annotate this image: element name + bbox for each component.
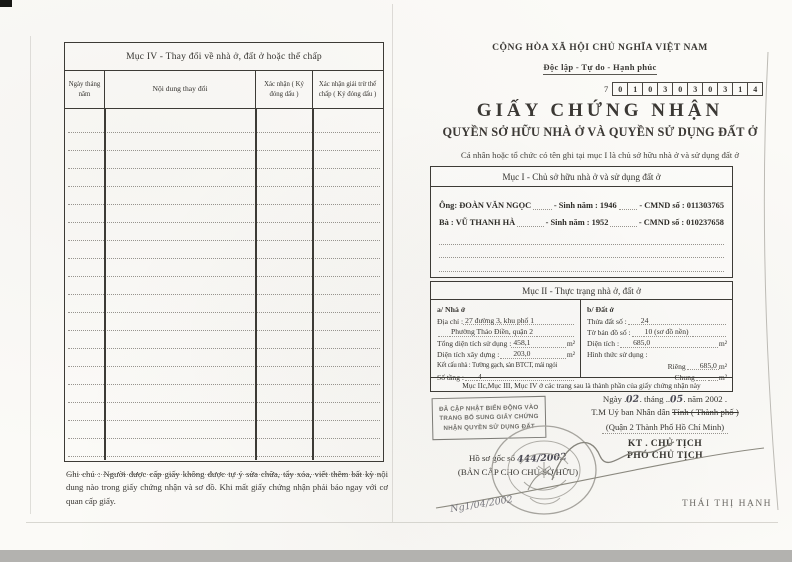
page-edge-left xyxy=(30,36,31,514)
map-label: Tờ bản đồ số : xyxy=(587,327,631,337)
blank-dotted-line xyxy=(68,205,380,223)
blank-dotted-line xyxy=(68,259,380,277)
address-value: 27 đường 3, khu phố 1 xyxy=(465,315,535,325)
issue-date-line xyxy=(540,394,790,405)
blank-dotted-line xyxy=(68,313,380,331)
owner1-role: Ông: xyxy=(439,201,458,210)
blank-dotted-line xyxy=(68,169,380,187)
blank-dotted-line xyxy=(68,295,380,313)
dotted-leader xyxy=(533,351,565,359)
blank-dotted-line xyxy=(68,187,380,205)
dotted-leader xyxy=(628,317,638,325)
land-area-value: 685,0 xyxy=(633,338,651,348)
muc2-columns xyxy=(431,300,732,382)
column-header-change-content: Nội dung thay đổi xyxy=(105,71,256,108)
motto-wrap xyxy=(420,57,780,75)
certificate-subtitle: QUYỀN SỞ HỮU NHÀ Ở VÀ QUYỀN SỬ DỤNG ĐẤT Ở xyxy=(442,125,758,139)
owner-row-2 xyxy=(439,210,724,227)
column-header-date: Ngày tháng năm xyxy=(65,71,105,108)
address-line2: Phường Thảo Điền, quận 2 xyxy=(451,326,534,336)
structure-label: Kết cấu nhà : xyxy=(437,362,471,370)
dotted-leader xyxy=(619,199,638,210)
authority-text: T.M Uỷ ban Nhân dân xyxy=(591,407,672,417)
deputy-chairman-title: PHÓ CHỦ TỊCH xyxy=(626,450,704,461)
blank-dotted-line xyxy=(68,403,380,421)
muc2-footer-note: Mục IIc,Mục III, Mục IV ở các trang sau là thành phần của giấy chứng nhận này xyxy=(431,377,732,393)
private-label: Riêng xyxy=(667,361,686,371)
blank-dotted-line xyxy=(68,223,380,241)
owner1-name: ĐOÀN VĂN NGỌC xyxy=(459,201,532,210)
issuing-district: (Quận 2 Thành Phố Hồ Chí Minh) xyxy=(602,422,728,434)
muc4-table-header xyxy=(65,71,383,109)
total-area-label: Tổng diện tích sử dụng : xyxy=(437,339,512,349)
serial-digit-boxes xyxy=(612,82,763,96)
muc2-status-box xyxy=(430,281,733,392)
dotted-leader xyxy=(537,317,574,325)
signer-name: THÁI THỊ HẠNH xyxy=(682,499,773,509)
muc4-change-table xyxy=(64,42,384,462)
blank-dotted-line xyxy=(68,331,380,349)
serial-digit: 0 xyxy=(643,83,658,95)
shared-label: Chung xyxy=(674,372,695,382)
blank-dotted-line xyxy=(439,231,724,245)
table-divider xyxy=(312,109,313,460)
footer-note: Ghi chú : Người được cấp giấy không được tự ý sửa chữa, tẩy xóa, viết thêm bất kỳ nội dung nào trong giấy chứng nhận và sơ đồ. Khi mất giấy chứng nhận phải báo ngay với cơ quan cấp giấy. xyxy=(66,469,388,506)
handwritten-month: 05 xyxy=(669,393,684,406)
blank-dotted-line xyxy=(68,241,380,259)
owner-row-1 xyxy=(439,193,724,210)
owner2-name: VŨ THANH HÀ xyxy=(455,218,516,227)
floors-value: 4 xyxy=(478,371,482,381)
blank-dotted-line xyxy=(68,133,380,151)
page-edge-bottom xyxy=(26,522,778,523)
certificate-intro: Cá nhân hoặc tổ chức có tên ghi tại mục I là chủ sở hữu nhà ở và sử dụng đất ở xyxy=(460,150,740,160)
muc4-table-body xyxy=(65,109,383,460)
serial-digit: 3 xyxy=(688,83,703,95)
dotted-leader xyxy=(620,340,630,348)
blank-dotted-line xyxy=(68,439,380,457)
address-label: Địa chỉ : xyxy=(437,316,464,326)
plot-label: Thửa đất số : xyxy=(587,316,627,326)
dotted-leader xyxy=(533,340,565,348)
owner2-id: - CMND số : 010237658 xyxy=(638,218,724,227)
owner-rows xyxy=(431,187,732,227)
dotted-leader xyxy=(536,329,574,337)
use-form-label: Hình thức sử dụng : xyxy=(587,350,648,360)
floors-label: Số tầng : xyxy=(437,372,465,382)
page-fold-line xyxy=(392,4,393,522)
dotted-leader xyxy=(651,317,726,325)
national-header: CỘNG HÒA XÃ HỘI CHỦ NGHĨA VIỆT NAM xyxy=(492,42,708,53)
date-post: . năm 2002 . xyxy=(683,394,728,404)
handwritten-day: 02 xyxy=(626,393,640,406)
blank-dotted-line xyxy=(68,277,380,295)
date-mid: . tháng .. xyxy=(639,394,671,404)
blank-dotted-line xyxy=(439,245,724,259)
certificate-title: GIẤY CHỨNG NHẬN xyxy=(476,100,724,121)
authority-struck-text: Tỉnh ( Thành phố ) xyxy=(672,407,739,417)
blank-dotted-line xyxy=(439,258,724,272)
owner1-birth: - Sinh năm : 1946 xyxy=(553,201,617,210)
blank-dotted-line xyxy=(68,115,380,133)
owner2-birth: - Sinh năm : 1952 xyxy=(545,218,609,227)
dotted-leader xyxy=(533,199,552,210)
dossier-label: Hồ sơ gốc số xyxy=(469,453,518,463)
blank-dotted-line xyxy=(68,367,380,385)
serial-digit: 0 xyxy=(703,83,718,95)
muc4-table-title: Mục IV - Thay đổi về nhà ở, đất ở hoặc thế chấp xyxy=(65,43,383,71)
shared-unit: m² xyxy=(718,372,727,382)
owner1-id: - CMND số : 011303765 xyxy=(639,201,725,210)
private-value: 685,0 xyxy=(699,360,717,370)
dotted-leader xyxy=(517,216,543,227)
serial-digit: 1 xyxy=(733,83,748,95)
total-area-unit: m² xyxy=(566,339,575,349)
table-divider xyxy=(104,109,105,460)
kt-chairman-title: KT . CHỦ TỊCH xyxy=(627,438,703,449)
serial-digit: 0 xyxy=(673,83,688,95)
scanner-edge-strip xyxy=(0,550,792,562)
handwritten-margin-note: Ng1/04/2002 xyxy=(449,494,514,515)
plot-value: 24 xyxy=(640,315,649,325)
national-motto: Độc lập - Tự do - Hạnh phúc xyxy=(543,62,656,75)
private-unit: m² xyxy=(718,361,727,371)
stamp-line-3: NHẬN QUYỀN SỬ DỤNG ĐẤT xyxy=(443,422,535,432)
blank-dotted-line xyxy=(68,385,380,403)
map-value: 10 (sơ đồ nền) xyxy=(644,326,689,336)
stamp-line-2: TRANG BỔ SUNG GIẤY CHỨNG xyxy=(439,413,539,423)
column-header-confirmation: Xác nhận ( Ký đóng dấu ) xyxy=(256,71,313,108)
muc1-blank-lines xyxy=(431,227,732,272)
land-area-unit: m² xyxy=(718,339,727,349)
serial-prefix: 7 xyxy=(604,84,609,94)
structure-value: Tường gạch, sàn BTCT, mái ngói xyxy=(471,362,558,370)
dotted-leader xyxy=(632,329,642,337)
land-area-label: Diện tích : xyxy=(587,339,620,349)
dotted-leader xyxy=(708,373,718,381)
dotted-leader xyxy=(687,362,697,370)
owner2-role: Bà : xyxy=(439,218,454,227)
column-header-mortgage-release: Xác nhận giải trừ thế chấp ( Ký đóng dấu ) xyxy=(318,81,377,98)
house-heading: a/ Nhà ở xyxy=(437,305,466,315)
dotted-leader xyxy=(438,329,448,337)
serial-digit: 1 xyxy=(628,83,643,95)
muc1-owner-box xyxy=(430,166,733,278)
serial-number-row xyxy=(604,82,763,96)
dotted-leader xyxy=(610,216,636,227)
land-heading: b/ Đất ở xyxy=(587,305,614,315)
owner-copy-note: (BẢN CẤP CHO CHỦ SỞ HỮU) xyxy=(457,467,579,477)
serial-digit: 3 xyxy=(658,83,673,95)
total-area-value: 458,1 xyxy=(513,338,531,348)
dotted-leader xyxy=(653,340,718,348)
muc1-title: Mục I - Chủ sở hữu nhà ở và sử dụng đất ở xyxy=(431,167,732,187)
stamp-line-1: ĐÃ CẬP NHẬT BIẾN ĐỘNG VÀO xyxy=(439,404,539,414)
blank-dotted-line xyxy=(68,349,380,367)
serial-digit: 3 xyxy=(718,83,733,95)
serial-digit: 0 xyxy=(613,83,628,95)
scan-corner-artifact xyxy=(0,0,12,7)
dotted-leader xyxy=(692,329,726,337)
blank-dotted-line xyxy=(68,421,380,439)
built-area-label: Diện tích xây dựng : xyxy=(437,350,500,360)
handwritten-dossier-number: 444/2002 xyxy=(516,451,568,466)
land-column xyxy=(581,300,732,382)
dotted-leader xyxy=(500,351,510,359)
muc2-title: Mục II - Thực trạng nhà ở, đất ở xyxy=(431,282,732,300)
house-column xyxy=(431,300,581,382)
date-pre: Ngày . xyxy=(602,394,627,404)
built-area-value: 203,0 xyxy=(513,349,531,359)
blank-dotted-line xyxy=(68,151,380,169)
serial-digit: 4 xyxy=(753,84,758,94)
built-area-unit: m² xyxy=(566,350,575,360)
table-divider xyxy=(255,109,256,460)
